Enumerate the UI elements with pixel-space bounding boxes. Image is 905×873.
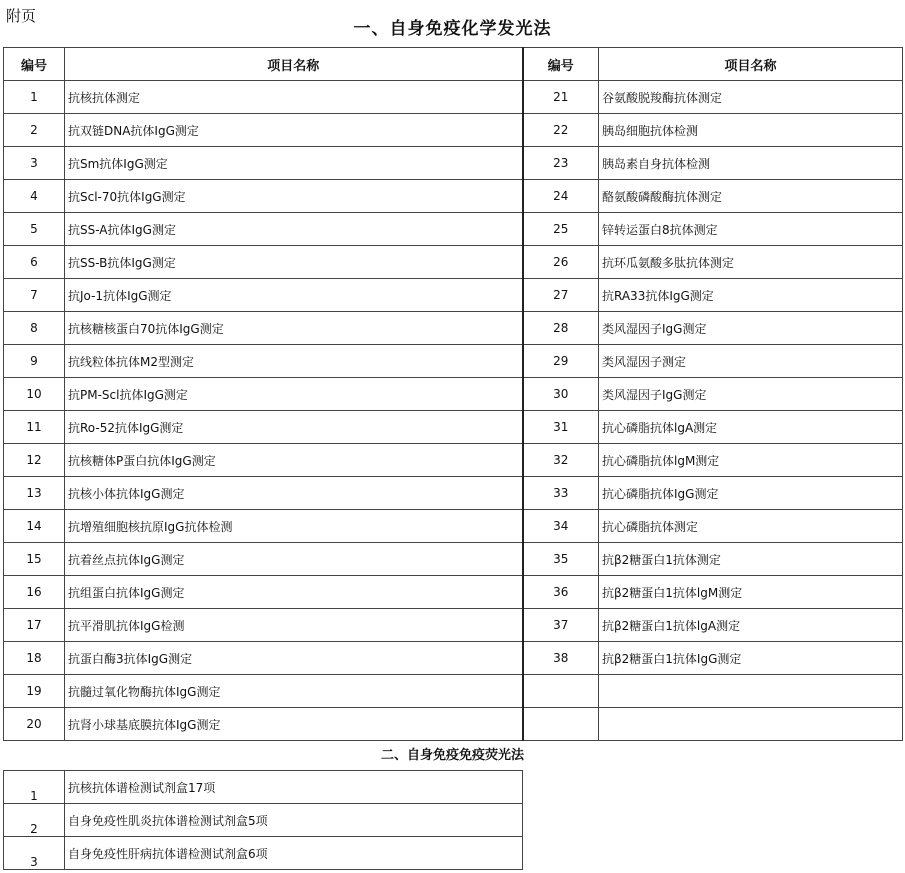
item-number: 12 bbox=[4, 444, 65, 477]
table-row bbox=[4, 804, 523, 837]
kit-number: 1 bbox=[4, 771, 65, 804]
item-number: 20 bbox=[4, 708, 65, 741]
item-number: 33 bbox=[523, 477, 599, 510]
item-name: 抗增殖细胞核抗原IgG抗体检测 bbox=[65, 510, 523, 543]
table-row bbox=[4, 609, 903, 642]
table-row bbox=[4, 213, 903, 246]
item-name: 抗核小体抗体IgG测定 bbox=[65, 477, 523, 510]
item-number: 24 bbox=[523, 180, 599, 213]
item-name: 抗心磷脂抗体lgA测定 bbox=[599, 411, 903, 444]
item-name: 抗Ro-52抗体IgG测定 bbox=[65, 411, 523, 444]
item-name: 抗PM-Scl抗体IgG测定 bbox=[65, 378, 523, 411]
item-name: 抗线粒体抗体M2型测定 bbox=[65, 345, 523, 378]
item-name: 胰岛素自身抗体检测 bbox=[599, 147, 903, 180]
table-row bbox=[4, 771, 523, 804]
item-name: 抗髓过氧化物酶抗体IgG测定 bbox=[65, 675, 523, 708]
table-row bbox=[4, 81, 903, 114]
item-name: 抗RA33抗体IgG测定 bbox=[599, 279, 903, 312]
item-number: 17 bbox=[4, 609, 65, 642]
item-number: 11 bbox=[4, 411, 65, 444]
corner-label: 附页 bbox=[6, 7, 37, 25]
item-name: 抗环瓜氨酸多肽抗体测定 bbox=[599, 246, 903, 279]
table-row bbox=[4, 378, 903, 411]
item-number: 5 bbox=[4, 213, 65, 246]
item-number: 35 bbox=[523, 543, 599, 576]
header-num-left: 编号 bbox=[4, 48, 65, 81]
table-header-row bbox=[4, 48, 903, 81]
table-row bbox=[4, 708, 903, 741]
item-number: 32 bbox=[523, 444, 599, 477]
item-name: 抗Scl-70抗体IgG测定 bbox=[65, 180, 523, 213]
kit-name: 自身免疫性肝病抗体谱检测试剂盒6项 bbox=[65, 837, 523, 870]
item-number: 13 bbox=[4, 477, 65, 510]
item-name: 抗核抗体测定 bbox=[65, 81, 523, 114]
item-number: 3 bbox=[4, 147, 65, 180]
item-number: 27 bbox=[523, 279, 599, 312]
kit-name: 自身免疫性肌炎抗体谱检测试剂盒5项 bbox=[65, 804, 523, 837]
table-row bbox=[4, 345, 903, 378]
table-row bbox=[4, 147, 903, 180]
table-row bbox=[4, 510, 903, 543]
item-number: 36 bbox=[523, 576, 599, 609]
item-number: 28 bbox=[523, 312, 599, 345]
item-name bbox=[599, 675, 903, 708]
item-number: 6 bbox=[4, 246, 65, 279]
item-name: 抗组蛋白抗体IgG测定 bbox=[65, 576, 523, 609]
item-number: 21 bbox=[523, 81, 599, 114]
item-name: 抗β2糖蛋白1抗体lgM测定 bbox=[599, 576, 903, 609]
item-name: 锌转运蛋白8抗体测定 bbox=[599, 213, 903, 246]
item-number bbox=[523, 708, 599, 741]
item-number: 9 bbox=[4, 345, 65, 378]
item-name: 抗双链DNA抗体IgG测定 bbox=[65, 114, 523, 147]
header-name-right: 项目名称 bbox=[599, 48, 903, 81]
table-row bbox=[4, 675, 903, 708]
item-number: 22 bbox=[523, 114, 599, 147]
table-row bbox=[4, 312, 903, 345]
item-number: 15 bbox=[4, 543, 65, 576]
item-number: 4 bbox=[4, 180, 65, 213]
item-number: 34 bbox=[523, 510, 599, 543]
item-number: 8 bbox=[4, 312, 65, 345]
item-number: 31 bbox=[523, 411, 599, 444]
page-title: 一、自身免疫化学发光法 bbox=[353, 19, 552, 39]
item-name: 抗β2糖蛋白1抗体测定 bbox=[599, 543, 903, 576]
item-name: 胰岛细胞抗体检测 bbox=[599, 114, 903, 147]
table-row bbox=[4, 642, 903, 675]
table-row bbox=[4, 246, 903, 279]
header-num-right: 编号 bbox=[523, 48, 599, 81]
header-name-left: 项目名称 bbox=[65, 48, 523, 81]
item-name: 抗核糖核蛋白70抗体IgG测定 bbox=[65, 312, 523, 345]
item-number: 30 bbox=[523, 378, 599, 411]
table-row bbox=[4, 411, 903, 444]
item-name: 抗核糖体P蛋白抗体IgG测定 bbox=[65, 444, 523, 477]
kit-number: 3 bbox=[4, 837, 65, 870]
item-name: 抗β2糖蛋白1抗体lgA测定 bbox=[599, 609, 903, 642]
item-number: 23 bbox=[523, 147, 599, 180]
item-name: 抗Jo-1抗体IgG测定 bbox=[65, 279, 523, 312]
item-name: 抗Sm抗体IgG测定 bbox=[65, 147, 523, 180]
item-name: 抗心磷脂抗体测定 bbox=[599, 510, 903, 543]
item-number: 10 bbox=[4, 378, 65, 411]
table-row bbox=[4, 576, 903, 609]
item-name: 抗SS-B抗体IgG测定 bbox=[65, 246, 523, 279]
table-row bbox=[4, 180, 903, 213]
item-name: 抗SS-A抗体IgG测定 bbox=[65, 213, 523, 246]
project-table bbox=[3, 47, 903, 741]
item-name: 酪氨酸磷酸酶抗体测定 bbox=[599, 180, 903, 213]
table-row bbox=[4, 477, 903, 510]
item-number: 2 bbox=[4, 114, 65, 147]
section-title: 二、自身免疫免疫荧光法 bbox=[380, 748, 524, 763]
item-number: 7 bbox=[4, 279, 65, 312]
item-name: 类风湿因子测定 bbox=[599, 345, 903, 378]
item-name: 类风湿因子IgG测定 bbox=[599, 378, 903, 411]
item-number: 26 bbox=[523, 246, 599, 279]
item-number: 19 bbox=[4, 675, 65, 708]
item-name: 抗心磷脂抗体IgG测定 bbox=[599, 477, 903, 510]
item-name: 抗蛋白酶3抗体IgG测定 bbox=[65, 642, 523, 675]
item-name: 抗着丝点抗体IgG测定 bbox=[65, 543, 523, 576]
item-number: 1 bbox=[4, 81, 65, 114]
item-number: 14 bbox=[4, 510, 65, 543]
item-name: 抗心磷脂抗体lgM测定 bbox=[599, 444, 903, 477]
item-number: 38 bbox=[523, 642, 599, 675]
table-row bbox=[4, 837, 523, 870]
item-number: 29 bbox=[523, 345, 599, 378]
item-number: 18 bbox=[4, 642, 65, 675]
item-name: 抗肾小球基底膜抗体IgG测定 bbox=[65, 708, 523, 741]
kit-table bbox=[3, 770, 523, 870]
table-row bbox=[4, 543, 903, 576]
item-number bbox=[523, 675, 599, 708]
table-row bbox=[4, 444, 903, 477]
kit-name: 抗核抗体谱检测试剂盒17项 bbox=[65, 771, 523, 804]
kit-number: 2 bbox=[4, 804, 65, 837]
item-number: 16 bbox=[4, 576, 65, 609]
table-row bbox=[4, 114, 903, 147]
item-number: 37 bbox=[523, 609, 599, 642]
item-name: 类风湿因子IgG测定 bbox=[599, 312, 903, 345]
item-number: 25 bbox=[523, 213, 599, 246]
item-name: 谷氨酸脱羧酶抗体测定 bbox=[599, 81, 903, 114]
item-name: 抗平滑肌抗体IgG检测 bbox=[65, 609, 523, 642]
table-row bbox=[4, 279, 903, 312]
item-name bbox=[599, 708, 903, 741]
item-name: 抗β2糖蛋白1抗体IgG测定 bbox=[599, 642, 903, 675]
